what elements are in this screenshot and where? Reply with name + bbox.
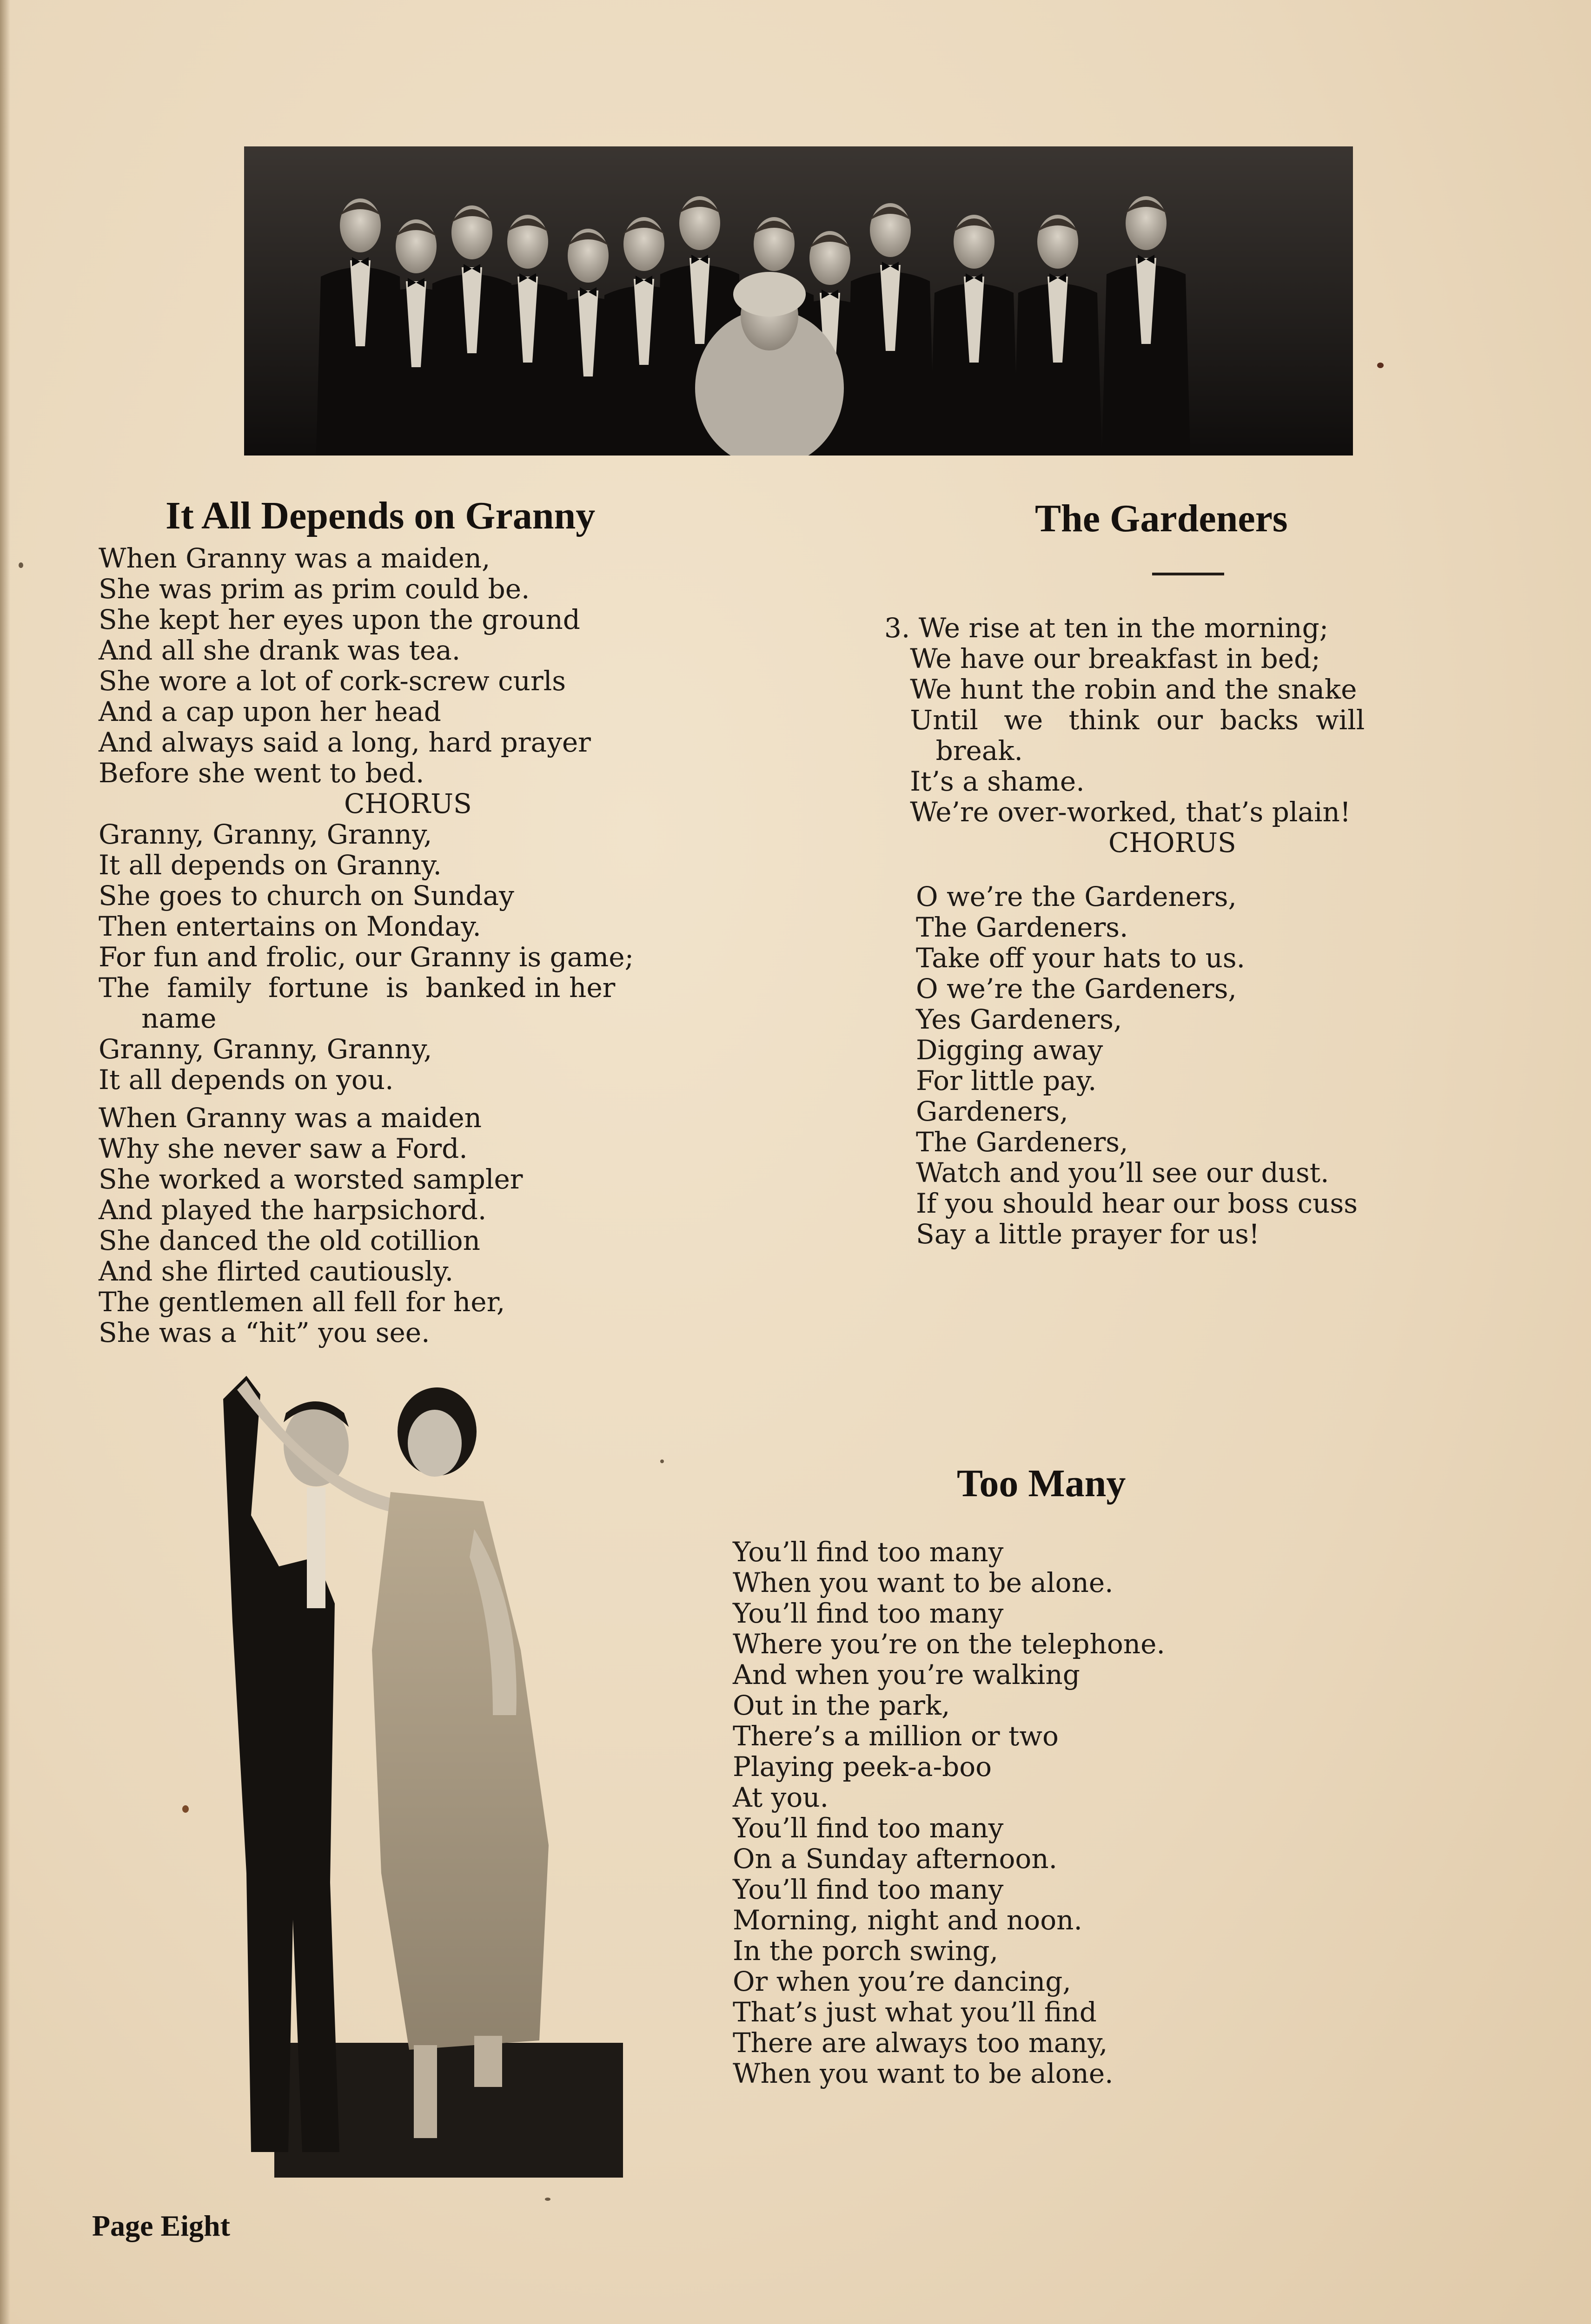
chorus-line: O we’re the Gardeners, (916, 881, 1237, 912)
lyric-line: There are always too many, (733, 2027, 1108, 2059)
paper-speck (182, 1805, 189, 1813)
lyric-line: At you. (733, 1782, 829, 1813)
lyric-line: Where you’re on the telephone. (733, 1628, 1165, 1660)
chorus-line: It all depends on you. (99, 1064, 394, 1096)
dance-photo (195, 1362, 623, 2178)
lyric-line: Playing peek-a-boo (733, 1751, 992, 1783)
chorus-line: She goes to church on Sunday (99, 880, 514, 911)
gardeners-chorus-label: CHORUS (1108, 827, 1236, 858)
lyric-line: On a Sunday afternoon. (733, 1843, 1058, 1875)
page-edge-shadow (0, 0, 10, 2324)
lyric-line: We hunt the robin and the snake (884, 673, 1357, 705)
lyric-line: When you want to be alone. (733, 1567, 1114, 1598)
lyric-line: Why she never saw a Ford. (99, 1133, 468, 1164)
lyric-line: Before she went to bed. (99, 757, 424, 789)
chorus-line: name (99, 1003, 217, 1034)
chorus-line: The Gardeners, (916, 1126, 1128, 1158)
too-many-title: Too Many (957, 1462, 1126, 1505)
lyric-line: You’ll find too many (733, 1812, 1004, 1844)
chorus-line: For fun and frolic, our Granny is game; (99, 941, 634, 973)
dance-photo-image (195, 1362, 623, 2178)
lyric-line: She kept her eyes upon the ground (99, 604, 580, 635)
gardeners-title-rule (1152, 573, 1224, 575)
too-many-lyrics (733, 1537, 1291, 2089)
lyric-line: In the porch swing, (733, 1935, 999, 1967)
granny-lyrics (99, 543, 759, 1348)
lyric-line: There’s a million or two (733, 1720, 1059, 1752)
paper-speck (1377, 363, 1384, 368)
group-photo (244, 146, 1353, 456)
chorus-line: Granny, Granny, Granny, (99, 1033, 432, 1065)
chorus-line: Watch and you’ll see our dust. (916, 1157, 1329, 1188)
chorus-line: Yes Gardeners, (916, 1004, 1122, 1035)
lyric-line: The gentlemen all fell for her, (99, 1286, 505, 1318)
lyric-line: We have our breakfast in bed; (884, 643, 1320, 674)
granny-verse-1 (99, 543, 759, 788)
gardeners-verse-3 (884, 613, 1554, 827)
page-number: Page Eight (92, 2209, 230, 2242)
lyric-line: And played the harpsichord. (99, 1194, 487, 1226)
chorus-line: Granny, Granny, Granny, (99, 819, 432, 850)
gardeners-lyrics (884, 613, 1554, 1249)
chorus-line: If you should hear our boss cuss (916, 1188, 1358, 1219)
gardeners-title: The Gardeners (1035, 497, 1288, 540)
lyric-line: Until we think our backs will (884, 704, 1365, 736)
lyric-line: Out in the park, (733, 1690, 950, 1721)
lyric-line: When you want to be alone. (733, 2058, 1114, 2089)
group-photo-image (244, 146, 1353, 456)
granny-chorus (99, 819, 759, 1095)
chorus-line: O we’re the Gardeners, (916, 973, 1237, 1004)
chorus-line: Digging away (916, 1034, 1103, 1066)
lyric-line: She danced the old cotillion (99, 1225, 480, 1256)
lyric-line: She was a “hit” you see. (99, 1317, 430, 1348)
chorus-line: Take off your hats to us. (916, 942, 1246, 974)
granny-title: It All Depends on Granny (166, 494, 596, 537)
paper-speck (660, 1459, 664, 1463)
lyric-line: That’s just what you’ll find (733, 1996, 1097, 2028)
chorus-line: It all depends on Granny. (99, 849, 442, 881)
chorus-line: For little pay. (916, 1065, 1097, 1096)
chorus-line: The Gardeners. (916, 911, 1128, 943)
lyric-line: And a cap upon her head (99, 696, 441, 727)
lyric-line: And always said a long, hard prayer (99, 726, 591, 758)
paper-speck (19, 562, 23, 568)
lyric-line: 3. We rise at ten in the morning; (884, 612, 1329, 644)
paper-speck (545, 2198, 550, 2201)
lyric-line: She worked a worsted sampler (99, 1163, 523, 1195)
lyric-line: She was prim as prim could be. (99, 573, 530, 605)
lyric-line: She wore a lot of cork-screw curls (99, 665, 566, 697)
lyric-line: Morning, night and noon. (733, 1904, 1082, 1936)
lyric-line: You’ll find too many (733, 1598, 1004, 1629)
chorus-line: Then entertains on Monday. (99, 911, 481, 942)
lyric-line: And when you’re walking (733, 1659, 1080, 1690)
lyric-line: And she flirted cautiously. (99, 1255, 454, 1287)
chorus-line: Say a little prayer for us! (916, 1218, 1260, 1250)
chorus-line: The family fortune is banked in her (99, 972, 616, 1004)
lyric-line: break. (884, 735, 1023, 766)
lyric-line: You’ll find too many (733, 1536, 1004, 1568)
man-dancer (223, 1376, 349, 2152)
lyric-line: We’re over-worked, that’s plain! (884, 796, 1351, 828)
lyric-line: It’s a shame. (884, 766, 1085, 797)
lyric-line: Or when you’re dancing, (733, 1966, 1071, 1997)
chorus-line: Gardeners, (916, 1096, 1068, 1127)
lyric-line: You’ll find too many (733, 1874, 1004, 1905)
lyric-line: And all she drank was tea. (99, 634, 461, 666)
granny-verse-2 (99, 1103, 759, 1348)
lyric-line: When Granny was a maiden, (99, 542, 491, 574)
granny-chorus-label: CHORUS (344, 788, 472, 819)
lyric-line: When Granny was a maiden (99, 1102, 482, 1134)
gardeners-chorus (884, 881, 1554, 1249)
